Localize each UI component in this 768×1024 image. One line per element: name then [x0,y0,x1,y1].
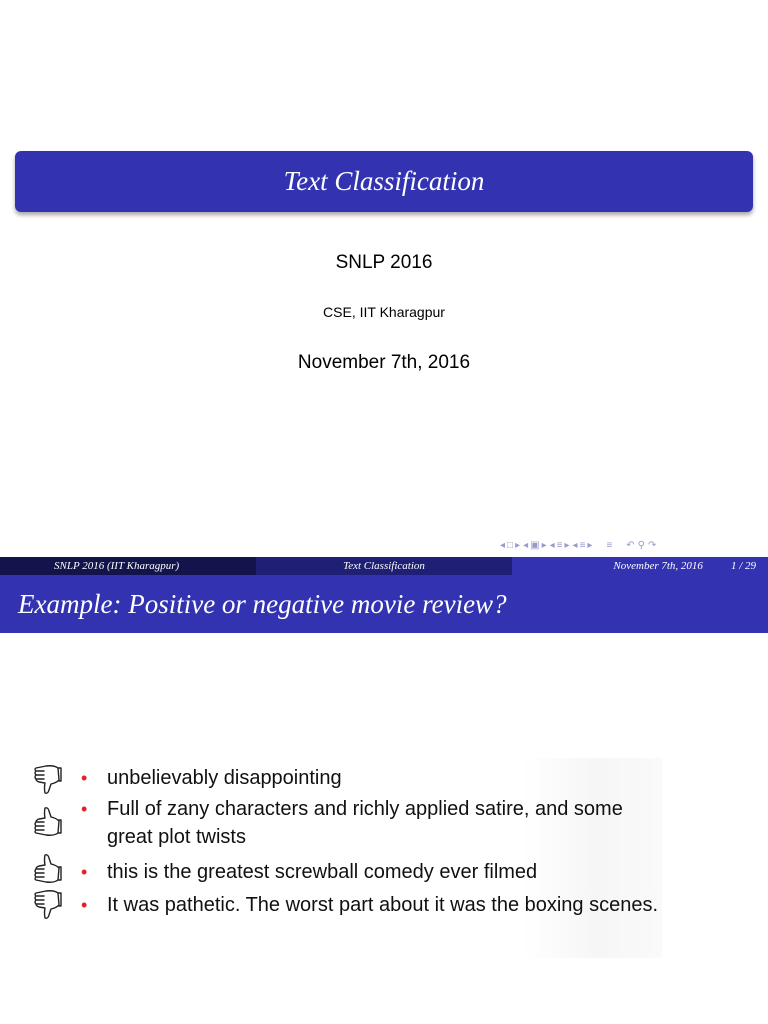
subsection-icon[interactable]: ▣ [530,539,540,551]
presentation-date: November 7th, 2016 [297,352,471,373]
forward-icon[interactable]: ↷ [648,539,657,551]
review-text: this is the greatest screwball comedy ever filmed [107,861,538,883]
thumbs-down-icon [32,887,64,921]
search-icon[interactable]: ⚲ [637,539,645,551]
review-list [22,758,662,958]
thumbs-up-icon [32,805,64,839]
institute: CSE, IIT Kharagpur [323,304,445,320]
bullet-icon: • [81,895,88,915]
nav-right-arrow-icon[interactable]: ▸ [564,539,570,551]
bullet-icon: • [81,799,88,819]
frame-title: Example: Positive or negative movie review? [18,588,507,619]
footline-author: SNLP 2016 (IIT Kharagpur) [54,560,180,572]
back-icon[interactable]: ↶ [626,539,635,551]
footline-date: November 7th, 2016 [613,560,703,572]
review-text: It was pathetic. The worst part about it was the boxing scenes. [107,894,659,916]
nav-left-arrow-icon[interactable]: ◂ [500,539,506,551]
example-slide [0,575,768,1024]
bullet-icon: • [81,768,88,788]
review-text: unbelievably disappointing [107,767,342,789]
author: SNLP 2016 [335,252,433,273]
review-item [22,891,662,951]
nav-left-arrow-icon[interactable]: ◂ [549,539,555,551]
title-box [15,151,753,212]
frame-icon[interactable]: □ [507,539,514,551]
nav-right-arrow-icon[interactable]: ▸ [515,539,521,551]
appendix-icon[interactable]: ≡ [606,539,613,551]
review-item [22,858,662,890]
nav-section-group[interactable] [550,540,570,551]
thumbs-down-icon [32,762,64,796]
nav-right-arrow-icon[interactable]: ▸ [587,539,593,551]
section-icon[interactable]: ≡ [556,539,563,551]
review-item [22,795,662,855]
bullet-icon: • [81,862,88,882]
nav-frame-group[interactable] [500,540,520,551]
review-text: Full of zany characters and richly applied satire, and some great plot twists [107,798,623,848]
thumbs-up-icon [32,852,64,886]
beamer-navigation [500,538,764,552]
nav-document-group[interactable] [573,540,593,551]
page-number: 1 / 29 [730,560,756,572]
document-icon[interactable]: ≡ [579,539,586,551]
nav-right-arrow-icon[interactable]: ▸ [541,539,547,551]
nav-subsection-group[interactable] [523,540,547,551]
footline [0,557,768,575]
slide-title: Text Classification [283,166,485,196]
footline-title: Text Classification [343,560,425,572]
nav-left-arrow-icon[interactable]: ◂ [572,539,578,551]
nav-left-arrow-icon[interactable]: ◂ [523,539,529,551]
review-item [22,764,662,796]
frame-title-bar [0,575,768,633]
